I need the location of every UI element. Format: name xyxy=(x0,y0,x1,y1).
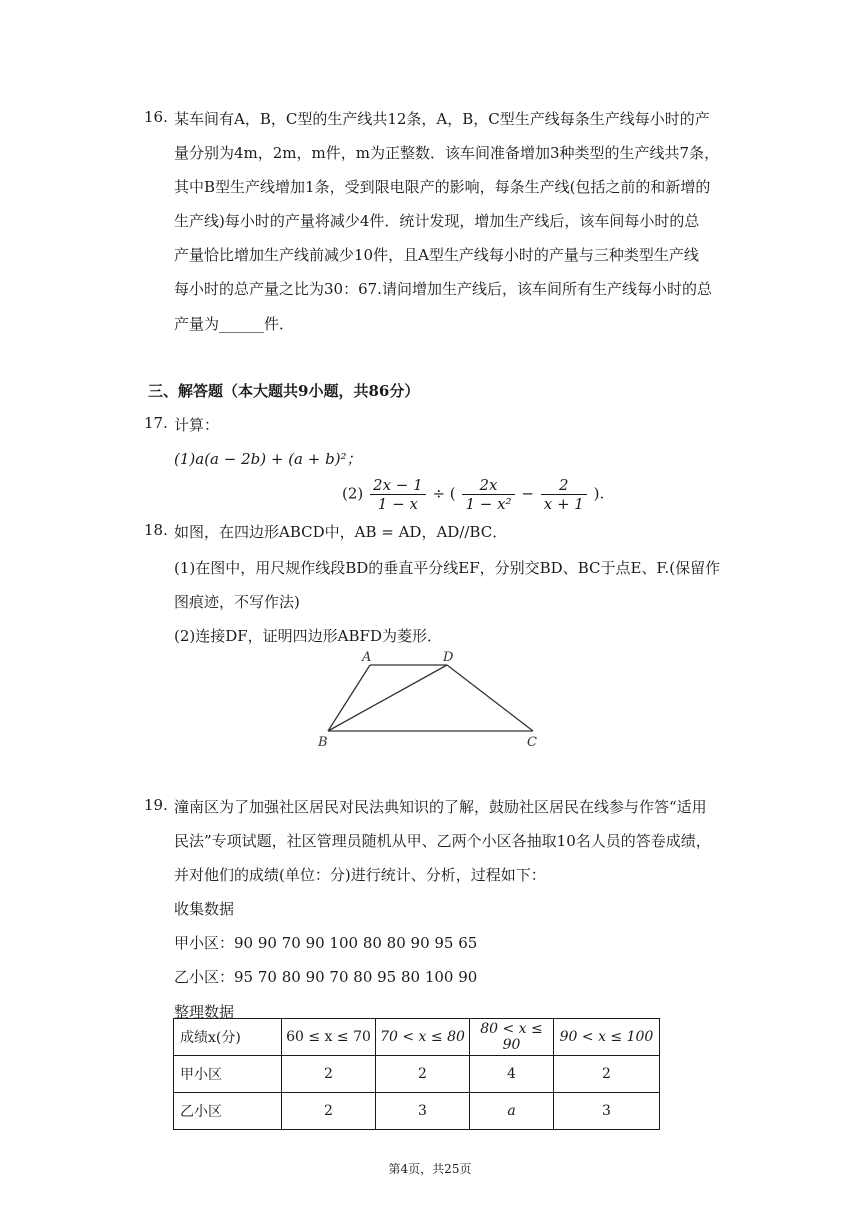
subheading-organize: 整理数据 xyxy=(174,1003,235,1021)
table-cell: 4 xyxy=(470,1056,554,1093)
operator: − xyxy=(521,484,534,503)
question-text-line: (2)连接DF，证明四边形ABFD为菱形． xyxy=(174,627,442,645)
page-footer: 第4页，共25页 xyxy=(388,1162,472,1176)
table-row xyxy=(174,1093,660,1130)
table-header-cell: 70 < x ≤ 80 xyxy=(376,1019,470,1056)
denominator: x + 1 xyxy=(543,495,584,513)
question-text-line: 计算： xyxy=(174,416,220,434)
denominator: 1 − x xyxy=(377,495,418,513)
table-cell: a xyxy=(470,1093,554,1130)
operator: ). xyxy=(593,484,605,503)
table-header-cell: 90 < x ≤ 100 xyxy=(554,1019,660,1056)
numerator: 2 xyxy=(541,476,587,495)
operator: ÷ ( xyxy=(432,484,456,503)
table-cell: 乙小区 xyxy=(174,1093,282,1130)
denominator: 1 − x² xyxy=(465,495,512,513)
question-text-line: 产量恰比增加生产线前减少10件，且A型生产线每小时的产量与三种类型生产线 xyxy=(174,246,699,264)
table-cell: 3 xyxy=(554,1093,660,1130)
data-jia: 甲小区：90 90 70 90 100 80 80 90 95 65 xyxy=(174,934,478,952)
segment-BD xyxy=(328,665,447,731)
table-cell: 2 xyxy=(376,1056,470,1093)
score-table xyxy=(173,1018,660,1130)
section-heading: 三、解答题（本大题共9小题，共86分） xyxy=(148,382,420,400)
table-header-cell: 80 < x ≤ 90 xyxy=(470,1019,554,1056)
subheading-collect: 收集数据 xyxy=(174,900,235,918)
question-text-line: 图痕迹，不写作法) xyxy=(174,593,300,611)
question-text-line: 某车间有A，B，C型的生产线共12条，A，B，C型生产线每条生产线每小时的产 xyxy=(174,110,710,128)
expression-part-2 xyxy=(342,476,604,513)
table-row xyxy=(174,1056,660,1093)
data-yi: 乙小区：95 70 80 90 70 80 95 80 100 90 xyxy=(174,968,478,986)
label-B: B xyxy=(318,735,328,750)
label-C: C xyxy=(527,735,537,750)
table-cell: 2 xyxy=(554,1056,660,1093)
question-text-line: 每小时的总产量之比为30：67.请问增加生产线后，该车间所有生产线每小时的总 xyxy=(174,280,712,298)
part-label: (2) xyxy=(342,484,364,503)
question-number: 18. xyxy=(144,521,168,539)
numerator: 2x − 1 xyxy=(370,476,426,495)
question-text-line: (1)在图中，用尺规作线段BD的垂直平分线EF，分别交BD、BC于点E、F.(保留作 xyxy=(174,559,721,577)
question-number: 17. xyxy=(144,414,168,432)
question-text-line: 量分别为4m，2m，m件，m为正整数．该车间准备增加3种类型的生产线共7条， xyxy=(174,144,720,162)
question-number: 19. xyxy=(144,796,168,814)
quadrilateral-figure xyxy=(300,645,560,755)
table-cell: 3 xyxy=(376,1093,470,1130)
question-text-line: 产量为______件． xyxy=(174,315,295,333)
table-header-cell: 60 ≤ x ≤ 70 xyxy=(282,1019,376,1056)
question-number: 16. xyxy=(144,108,168,126)
question-text-line: 并对他们的成绩(单位：分)进行统计、分析，过程如下： xyxy=(174,866,546,884)
fraction xyxy=(541,476,587,513)
expression-part-1: (1)a(a − 2b) + (a + b)²； xyxy=(174,450,362,468)
fraction xyxy=(462,476,514,513)
label-A: A xyxy=(362,650,372,665)
fraction xyxy=(370,476,426,513)
numerator: 2x xyxy=(462,476,514,495)
table-header-cell: 成绩x(分) xyxy=(174,1019,282,1056)
question-text-line: 其中B型生产线增加1条，受到限电限产的影响，每条生产线(包括之前的和新增的 xyxy=(174,178,711,196)
table-cell: 2 xyxy=(282,1056,376,1093)
table-cell: 甲小区 xyxy=(174,1056,282,1093)
table-header-row xyxy=(174,1019,660,1056)
question-text-line: 民法”专项试题，社区管理员随机从甲、乙两个小区各抽取10名人员的答卷成绩， xyxy=(174,832,711,850)
segment-DC xyxy=(447,665,533,731)
table-cell: 2 xyxy=(282,1093,376,1130)
question-text-line: 潼南区为了加强社区居民对民法典知识的了解，鼓励社区居民在线参与作答“适用 xyxy=(174,798,707,816)
question-text-line: 如图，在四边形ABCD中，AB = AD，AD//BC． xyxy=(174,523,508,541)
label-D: D xyxy=(443,650,454,665)
question-text-line: 生产线)每小时的产量将减少4件．统计发现，增加生产线后，该车间每小时的总 xyxy=(174,212,700,230)
segment-AB xyxy=(328,665,370,731)
